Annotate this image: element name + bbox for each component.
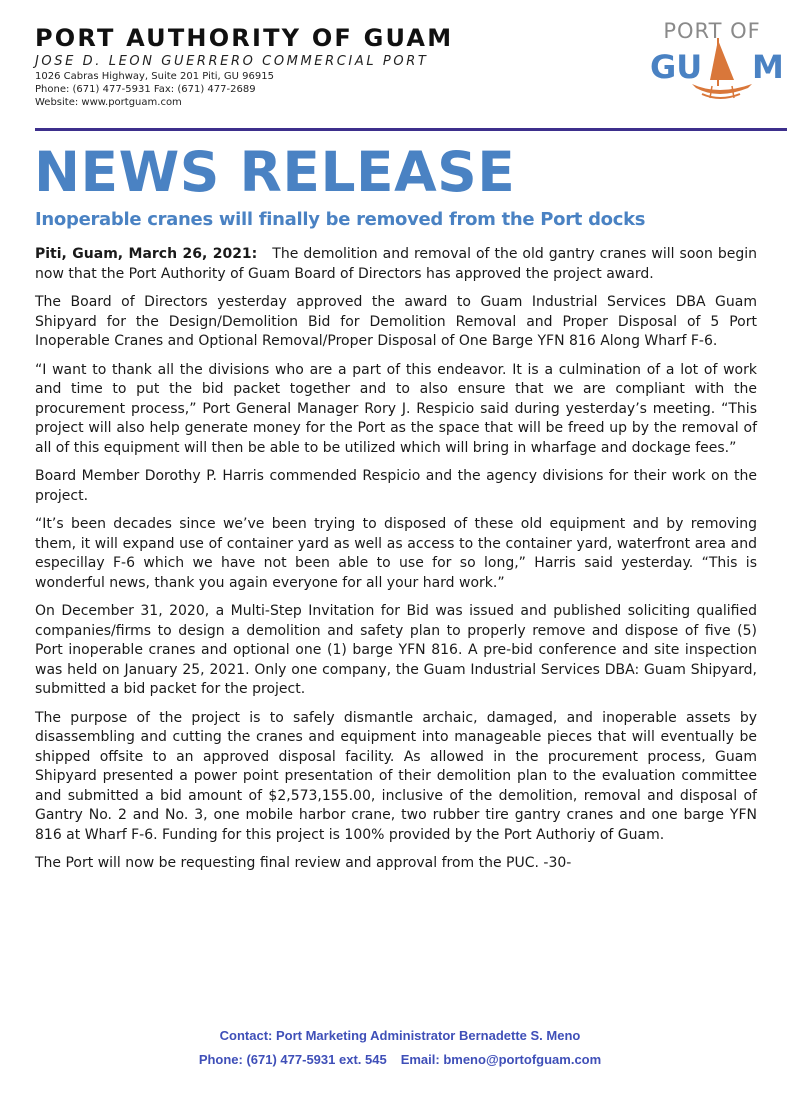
contact-email[interactable]: Email: bmeno@portofguam.com — [400, 1052, 602, 1067]
paragraph-1 — [35, 245, 757, 284]
dateline: Piti, Guam, March 26, 2021: — [35, 246, 258, 262]
header-divider — [35, 128, 787, 131]
paragraph-5: “It’s been decades since we’ve been trying to disposed of these old equipment and by removing them, it will expand use of container yard as well as access to the container yard, waterfront area and especillay F-6 which we have not been able to use for so long,” Harris said yesterday. “This is wonderful news, thank you again everyone for all your hard work.” — [35, 516, 757, 591]
paragraph-3: “I want to thank all the divisions who are a part of this endeavor. It is a culmination of a lot of work and time to put the bid packet together and to also ensure that we are compliant with the procurement process,” Port General Manager Rory J. Respicio said during yesterday’s meeting. “This project will also help generate money for the Port as the space that will be freed up by the removal of all of this equipment will then be able to be utilized which will bring in wharfage and dockage fees.” — [35, 361, 757, 456]
paragraph-6: On December 31, 2020, a Multi-Step Invitation for Bid was issued and published soliciting qualified companies/firms to design a demolition and safety plan to properly remove and dispose of five (5) Port inoperable cranes and optional one (1) barge YFN 816. A pre-bid conference and site inspection was held on January 25, 2021. Only one company, the Guam Industrial Services DBA: Guam Shipyard, submitted a bid packet for the project. — [35, 603, 757, 697]
logo-letters-gu: GU — [650, 48, 703, 86]
address-line: 1026 Cabras Highway, Suite 201 Piti, GU 96915 — [35, 71, 274, 82]
port-of-guam-logo — [640, 16, 790, 110]
paragraph-7: The purpose of the project is to safely dismantle archaic, damaged, and inoperable assets by disassembling and cutting the cranes and equipment into manageable pieces that will eventually be shipped offsite to an approved disposal facility. As allowed in the procurement process, Guam Shipyard presented a power point presentation of their demolition plan to the evaluation committee and submitted a bid amount of $2,573,155.00, inclusive of the demolition, removal and disposal of Gantry No. 2 and No. 3, one mobile harbor crane, two rubber tire gantry cranes and one barge YFN 816 at Wharf F-6. Funding for this project is 100% provided by the Port Authoriy of Guam. — [35, 709, 757, 843]
paragraph-1-text: The demolition and removal of the old gantry cranes will soon begin now that the Port Authority of Guam Board of Directors has approved the project award. — [35, 246, 757, 282]
paragraph-2: The Board of Directors yesterday approved the award to Guam Industrial Services DBA Guam Shipyard for the Design/Demolition Bid for Demolition Removal and Proper Disposal of 5 Port Inoperable Cranes and Optional Removal/Proper Disposal of One Barge YFN 816 Along Wharf F-6. — [35, 294, 757, 349]
organization-subtitle: JOSE D. LEON GUERRERO COMMERCIAL PORT — [35, 54, 429, 69]
sailboat-logo-icon — [640, 16, 790, 110]
organization-name: PORT AUTHORITY OF GUAM — [35, 24, 454, 52]
logo-letter-m: M — [752, 48, 784, 86]
letterhead — [35, 24, 635, 109]
logo-sail — [710, 40, 734, 80]
article-body — [35, 245, 757, 883]
contact-phone: Phone: (671) 477-5931 ext. 545 — [198, 1052, 387, 1067]
phone-email-line — [0, 1048, 800, 1072]
phone-fax-line: Phone: (671) 477-5931 Fax: (671) 477-2689 — [35, 84, 256, 95]
logo-top-text: PORT OF — [663, 19, 761, 43]
paragraph-8: The Port will now be requesting final review and approval from the PUC. -30- — [35, 855, 572, 871]
headline: Inoperable cranes will finally be removed from the Port docks — [35, 209, 646, 230]
website-line: Website: www.portguam.com — [35, 97, 182, 108]
contact-line: Contact: Port Marketing Administrator Bernadette S. Meno — [219, 1028, 581, 1043]
news-release-title: NEWS RELEASE — [34, 140, 516, 204]
paragraph-4: Board Member Dorothy P. Harris commended Respicio and the agency divisions for their work on the project. — [35, 468, 757, 504]
contact-footer — [0, 1024, 800, 1072]
